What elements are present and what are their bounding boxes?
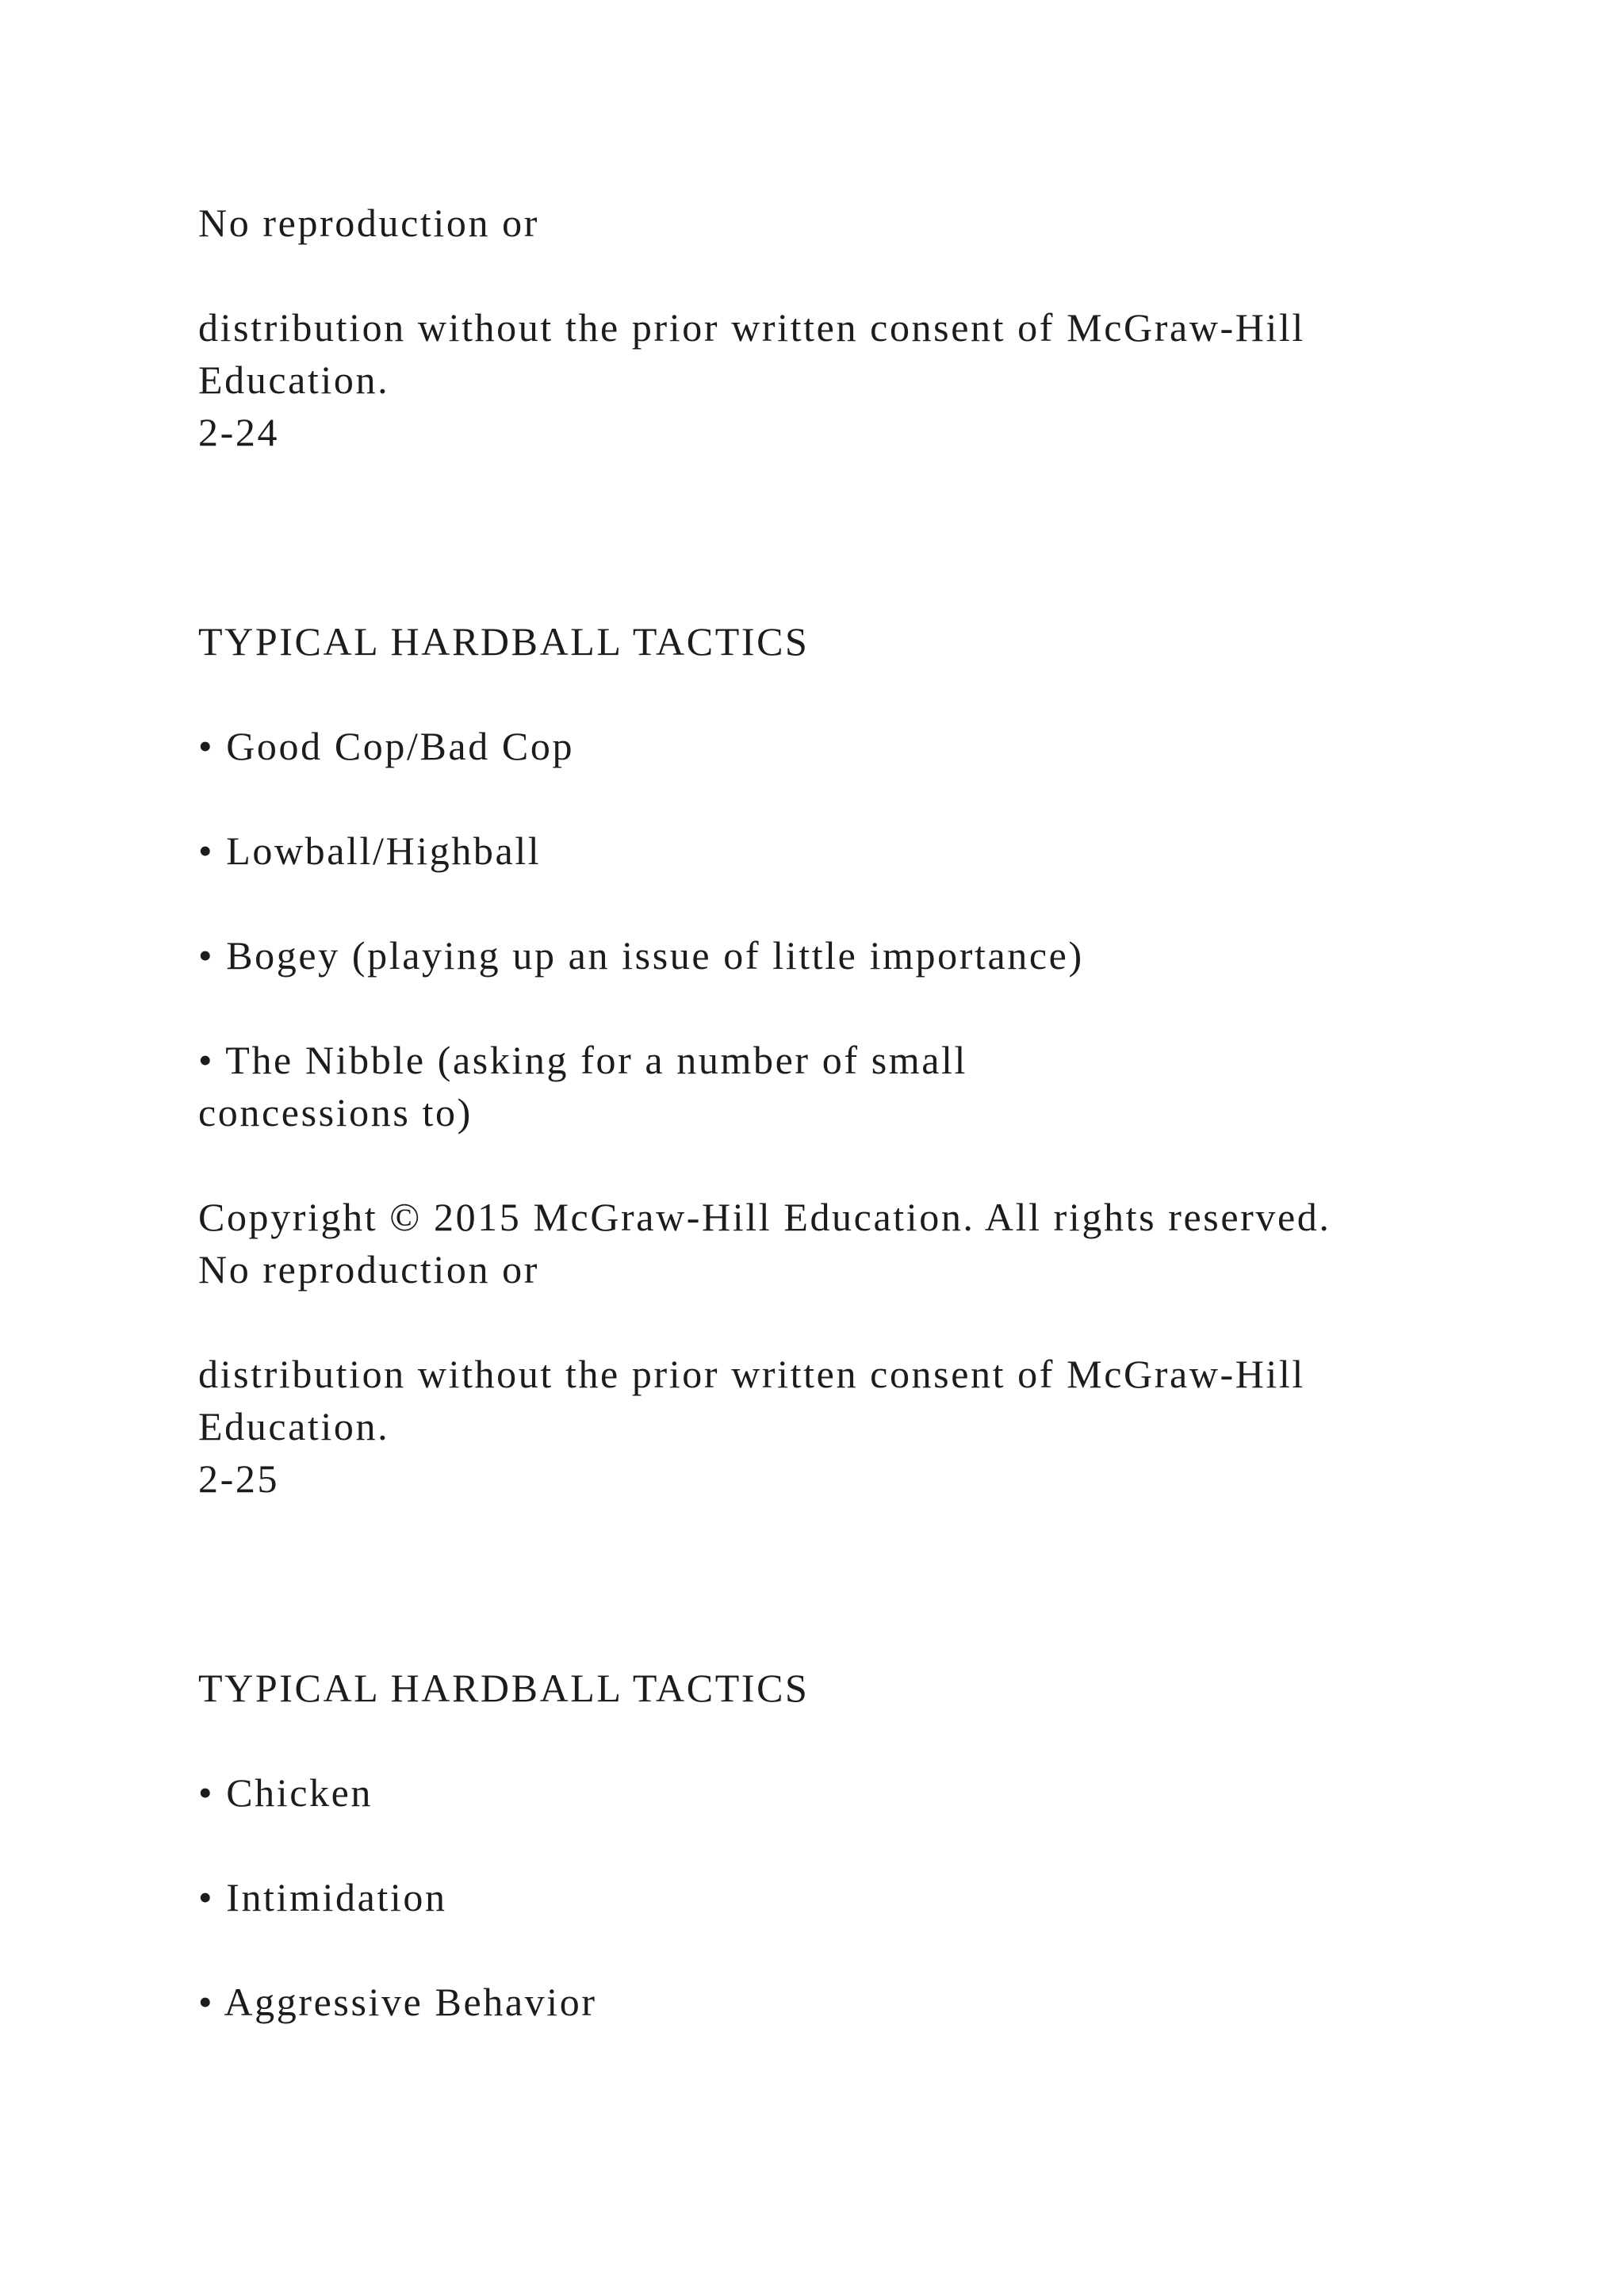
bullet-item: • Good Cop/Bad Cop <box>198 724 575 768</box>
bullet-item: • Chicken <box>198 1770 373 1815</box>
section-heading: TYPICAL HARDBALL TACTICS <box>198 619 810 664</box>
slide-number: 2-24 <box>198 410 280 454</box>
bullet-item-continuation: concessions to) <box>198 1090 473 1135</box>
bullet-item: • Intimidation <box>198 1875 447 1919</box>
notice-line: Education. <box>198 358 390 402</box>
notice-line: distribution without the prior written consent of McGraw-Hill <box>198 305 1305 350</box>
copyright-line: Copyright © 2015 McGraw-Hill Education. All rights reserved. <box>198 1195 1331 1239</box>
notice-line: No reproduction or <box>198 201 540 245</box>
notice-line: Education. <box>198 1404 390 1448</box>
bullet-item: • Aggressive Behavior <box>198 1980 597 2024</box>
notice-line: distribution without the prior written consent of McGraw-Hill <box>198 1352 1305 1396</box>
notice-line: No reproduction or <box>198 1247 540 1292</box>
bullet-item: • Lowball/Highball <box>198 828 542 873</box>
bullet-item: • The Nibble (asking for a number of small <box>198 1038 968 1082</box>
section-heading: TYPICAL HARDBALL TACTICS <box>198 1666 810 1710</box>
slide-number: 2-25 <box>198 1456 280 1501</box>
bullet-item: • Bogey (playing up an issue of little importance) <box>198 933 1084 978</box>
